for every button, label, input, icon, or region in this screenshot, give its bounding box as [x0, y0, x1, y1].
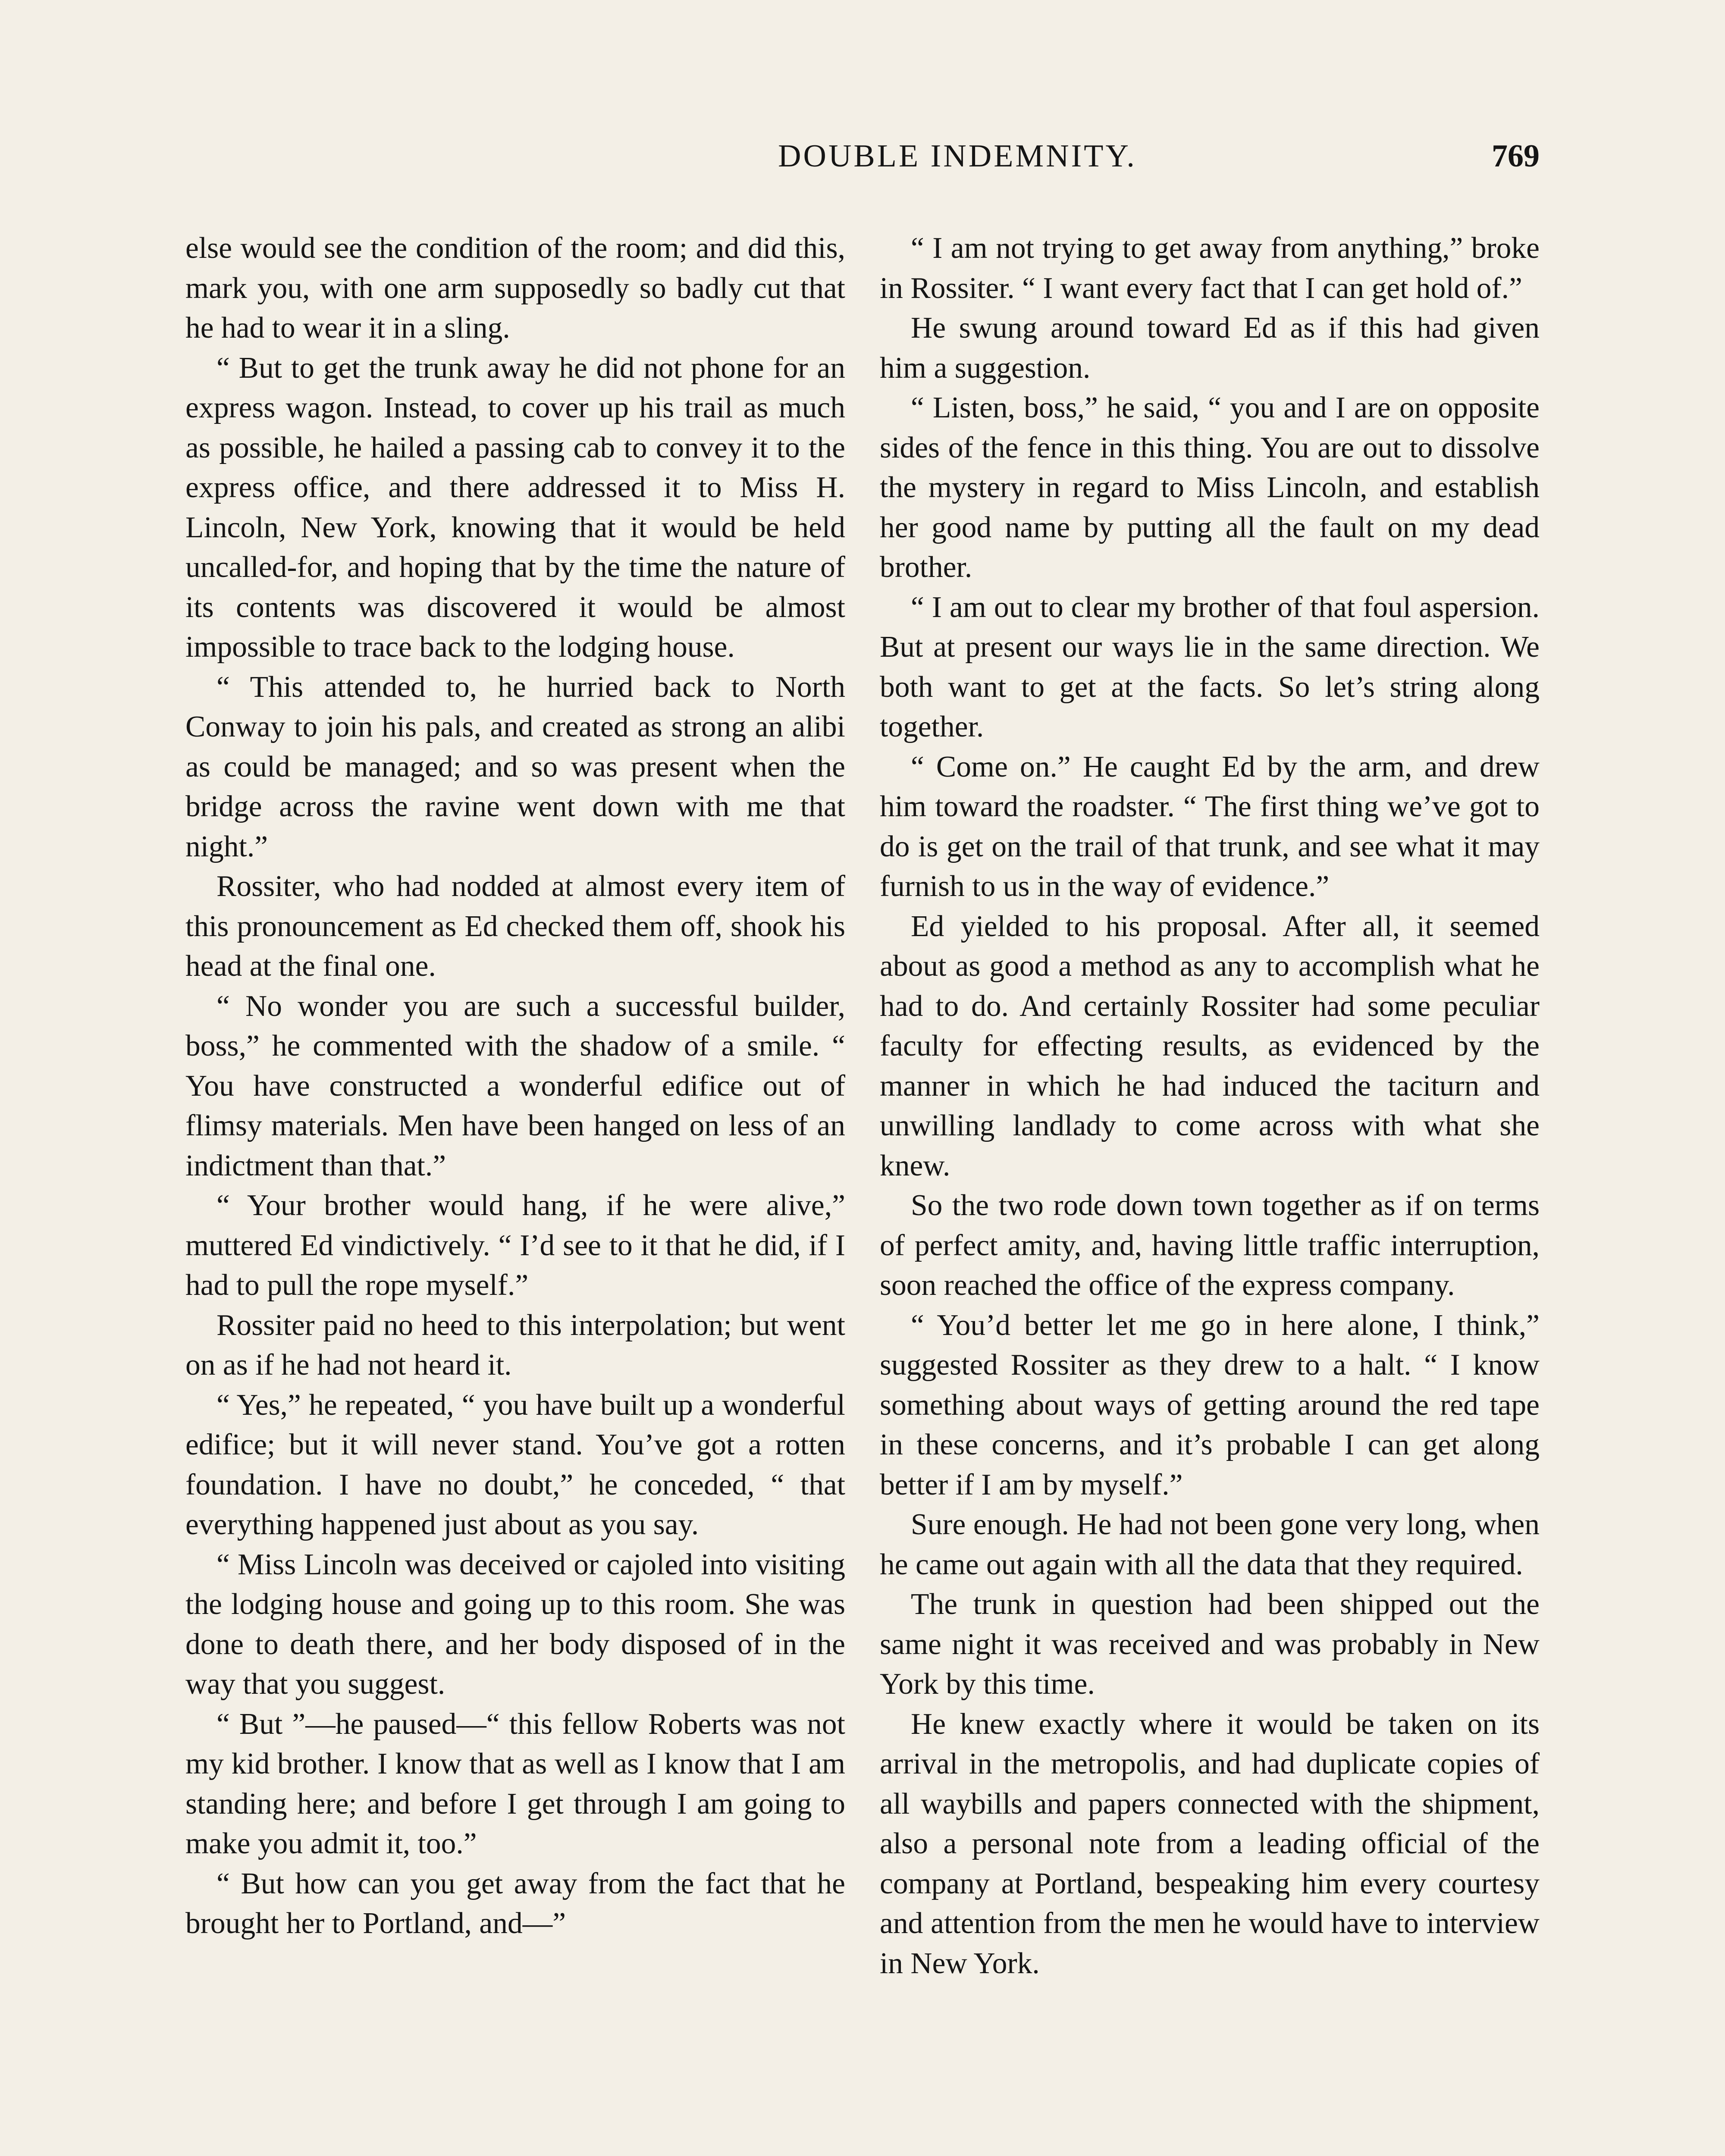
paragraph: Rossiter paid no heed to this interpolation; but went on as if he had not heard it. [185, 1308, 845, 1382]
paragraph: “ But ”—he paused—“ this fellow Roberts was not my kid brother. I know that as well as I know that I am standing here; and before I get through I am going to make you admit it, too.” [185, 1707, 845, 1860]
right-column [880, 229, 1540, 1984]
paragraph: “ Come on.” He caught Ed by the arm, and drew him toward the roadster. “ The first thing we’ve got to do is get on the trail of that trunk, and see what it may furnish to us in the way of evidence.” [880, 750, 1540, 903]
paragraph: “ This attended to, he hurried back to North Conway to join his pals, and created as strong an alibi as could be managed; and so was present when the bridge across the ravine went down with me that night.” [185, 670, 845, 863]
paragraph: “ I am out to clear my brother of that foul aspersion. But at present our ways lie in the same direction. We both want to get at the facts. So let’s string along together. [880, 590, 1540, 743]
paragraph: So the two rode down town together as if on terms of perfect amity, and, having little traffic interruption, soon reached the office of the express company. [880, 1189, 1540, 1302]
paragraph: “ Miss Lincoln was deceived or cajoled into visiting the lodging house and going up to this room. She was done to death there, and her body disposed of in the way that you suggest. [185, 1548, 845, 1701]
paragraph: “ But how can you get away from the fact that he brought her to Portland, and—” [185, 1867, 845, 1940]
paragraph: “ I am not trying to get away from anything,” broke in Rossiter. “ I want every fact that I can get hold of.” [880, 232, 1540, 305]
paragraph: “ You’d better let me go in here alone, I think,” suggested Rossiter as they drew to a halt. “ I know something about ways of getting around the red tape in these concerns, and it’s probable I can get along better if I am by myself.” [880, 1308, 1540, 1501]
paragraph: Rossiter, who had nodded at almost every item of this pronouncement as Ed checked them off, shook his head at the final one. [185, 870, 845, 983]
paragraph: “ No wonder you are such a successful builder, boss,” he commented with the shadow of a smile. “ You have constructed a wonderful edifice out of flimsy materials. Men have been hanged on less of an indictment than that.” [185, 989, 845, 1182]
paragraph: “ But to get the trunk away he did not phone for an express wagon. Instead, to cover up his trail as much as possible, he hailed a passing cab to convey it to the express office, and there addressed it to Miss H. Lincoln, New York, knowing that it would be held uncalled-for, and hoping that by the time the nature of its contents was discovered it would be almost impossible to trace back to the lodging house. [185, 351, 845, 664]
paragraph: The trunk in question had been shipped out the same night it was received and was probably in New York by this time. [880, 1588, 1540, 1701]
paragraph: He knew exactly where it would be taken on its arrival in the metropolis, and had duplicate copies of all waybills and papers connected with the shipment, also a personal note from a leading official of the company at Portland, bespeaking him every courtesy and attention from the men he would have to interview in New York. [880, 1707, 1540, 1980]
paragraph: He swung around toward Ed as if this had given him a suggestion. [880, 311, 1540, 385]
left-column [185, 229, 845, 1944]
running-title: DOUBLE INDEMNITY. [778, 138, 1137, 174]
paragraph: else would see the condition of the room; and did this, mark you, with one arm supposedly so badly cut that he had to wear it in a sling. [185, 232, 845, 345]
paragraph: Sure enough. He had not been gone very long, when he came out again with all the data that they required. [880, 1508, 1540, 1581]
paragraph: “ Listen, boss,” he said, “ you and I are on opposite sides of the fence in this thing. You are out to dissolve the mystery in regard to Miss Lincoln, and establish her good name by putting all the fault on my dead brother. [880, 391, 1540, 584]
page-header [185, 138, 1540, 194]
paragraph: “ Your brother would hang, if he were alive,” muttered Ed vindictively. “ I’d see to it that he did, if I had to pull the rope myself.” [185, 1189, 845, 1302]
page-number: 769 [1492, 138, 1540, 174]
paragraph: Ed yielded to his proposal. After all, it seemed about as good a method as any to accomplish what he had to do. And certainly Rossiter had some peculiar faculty for effecting results, as evidenced by the manner in which he had induced the taciturn and unwilling landlady to come across with what she knew. [880, 909, 1540, 1182]
paragraph: “ Yes,” he repeated, “ you have built up a wonderful edifice; but it will never stand. You’ve got a rotten foundation. I have no doubt,” he conceded, “ that everything happened just about as you say. [185, 1388, 845, 1541]
